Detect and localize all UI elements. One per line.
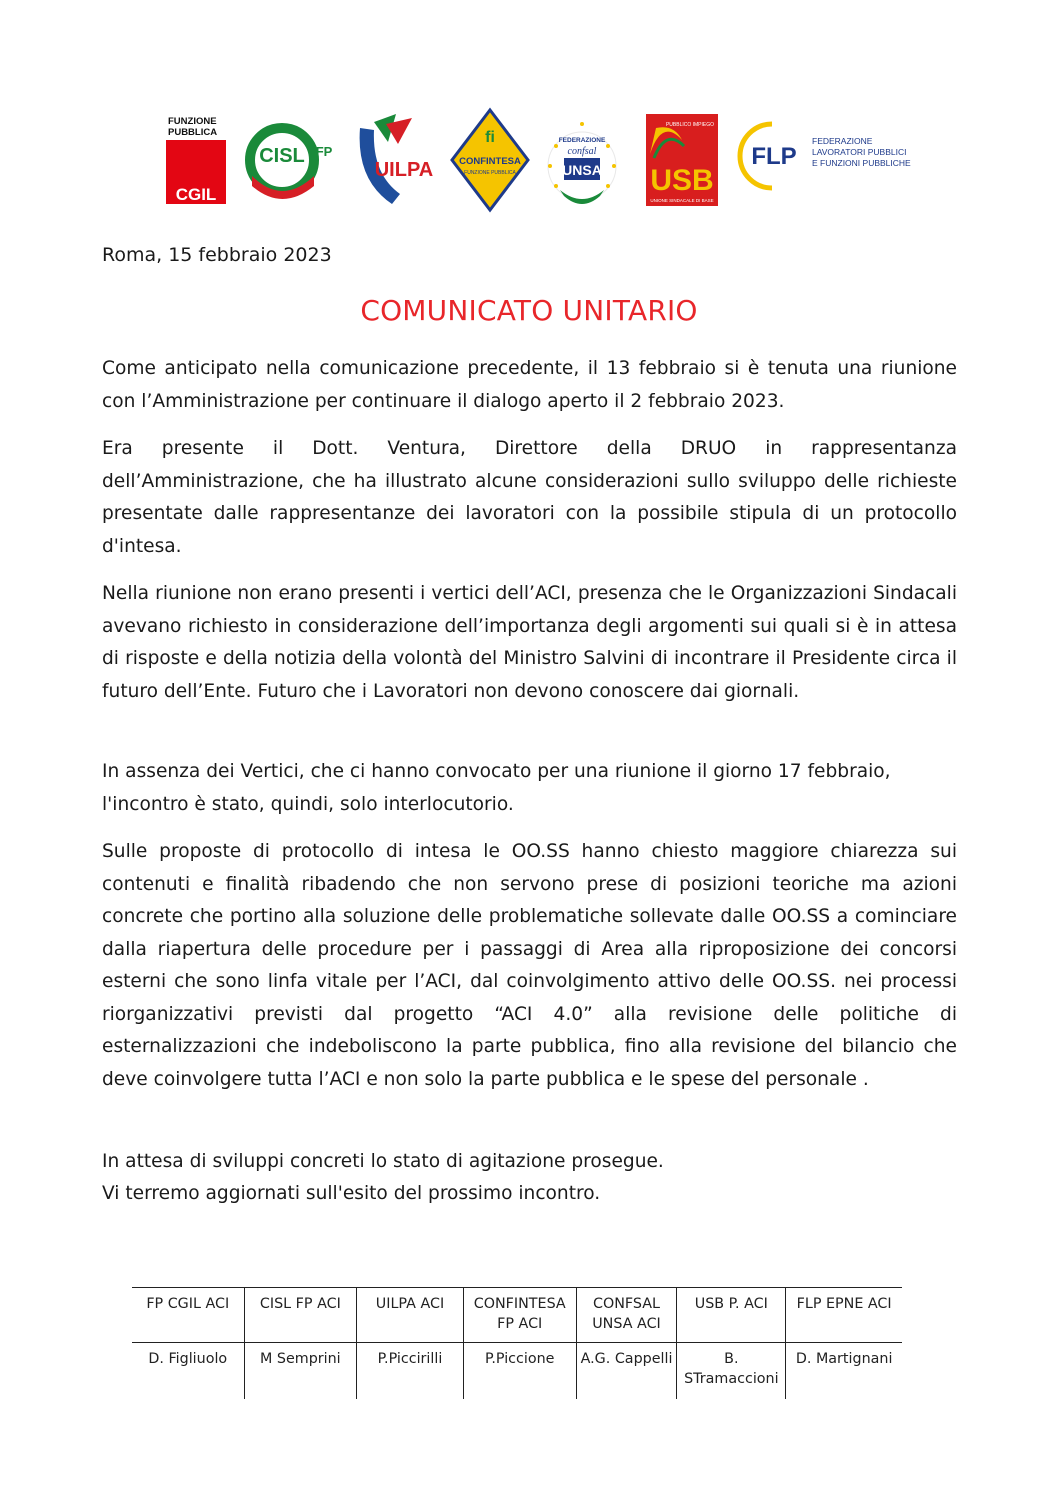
signatures-table: [132, 1287, 902, 1399]
confintesa-logo: [450, 108, 530, 212]
union-logos: [160, 108, 911, 220]
paragraph-5: Sulle proposte di protocollo di intesa le OO.SS hanno chiesto maggiore chiarezza sui contenuti e finalità ribadendo che non servono prese di posizioni teoriche ma azioni concrete che portino alla soluzione delle problematiche sollevate dalle OO.SS a cominciare dalla riapertura delle procedure per i passaggi di Area alla riproposizione dei concorsi esterni che sono linfa vitale per l’ACI, dal coinvolgimento attivo delle OO.SS. nei processi riorganizzativi previsti dal progetto “ACI 4.0” alla revisione delle politiche di esternalizzazioni che indeboliscono la parte pubblica, fino alla revisione del bilancio che deve coinvolgere tutta l’ACI e non solo la parte pubblica e le spese del personale .: [102, 841, 957, 1090]
usb-logo: [646, 114, 718, 206]
confsal-unsa-logo: [540, 112, 624, 212]
svg-text:CISL: CISL: [259, 145, 305, 167]
cisl-fp-logo: [246, 116, 336, 202]
svg-text:CGIL: CGIL: [175, 185, 217, 204]
paragraph-7: Vi terremo aggiornati sull'esito del prossimo incontro.: [102, 1183, 601, 1204]
signatory-cell: A.G. Cappelli: [576, 1343, 677, 1400]
union-cell: CONFSAL UNSA ACI: [576, 1288, 677, 1343]
svg-text:confsal: confsal: [567, 146, 597, 157]
svg-text:FEDERAZIONE: FEDERAZIONE: [812, 136, 873, 146]
svg-text:LAVORATORI PUBBLICI: LAVORATORI PUBBLICI: [812, 147, 907, 157]
uilpa-logo: [346, 110, 436, 210]
signatory-names-row: [132, 1343, 902, 1400]
svg-text:CONFINTESA: CONFINTESA: [459, 156, 521, 167]
flp-logo: [738, 120, 911, 192]
paragraph-4: In assenza dei Vertici, che ci hanno convocato per una riunione il giorno 17 febbraio, l'incontro è stato, quindi, solo interlocutorio.: [102, 761, 891, 815]
paragraph-6: In attesa di sviluppi concreti lo stato di agitazione prosegue.: [102, 1151, 664, 1172]
svg-text:FEDERAZIONE: FEDERAZIONE: [558, 137, 606, 144]
signatory-cell: P.Piccione: [463, 1343, 576, 1400]
svg-text:ﬁ: ﬁ: [485, 129, 495, 146]
cgil-fp-logo: [166, 114, 226, 204]
signatory-cell: B. STramaccioni: [677, 1343, 786, 1400]
union-names-row: [132, 1288, 902, 1343]
signatory-cell: M Semprini: [244, 1343, 357, 1400]
paragraph-1: Come anticipato nella comunicazione precedente, il 13 febbraio si è tenuta una riunione con l’Amministrazione per continuare il dialogo aperto il 2 febbraio 2023.: [102, 358, 957, 412]
svg-text:PUBBLICA: PUBBLICA: [168, 127, 218, 138]
union-cell: UILPA ACI: [357, 1288, 464, 1343]
document-date: Roma, 15 febbraio 2023: [102, 244, 332, 266]
signatory-cell: P.Piccirilli: [357, 1343, 464, 1400]
svg-text:USB: USB: [650, 164, 714, 197]
union-cell: FP CGIL ACI: [132, 1288, 244, 1343]
svg-text:FLP: FLP: [751, 143, 797, 170]
union-cell: USB P. ACI: [677, 1288, 786, 1343]
svg-text:UNSA: UNSA: [562, 162, 602, 178]
document-title: COMUNICATO UNITARIO: [360, 294, 698, 327]
svg-text:FUNZIONE: FUNZIONE: [168, 116, 217, 127]
svg-text:UNIONE SINDACALE DI BASE: UNIONE SINDACALE DI BASE: [650, 198, 714, 203]
signatory-cell: D. Martignani: [786, 1343, 902, 1400]
union-cell: FLP EPNE ACI: [786, 1288, 902, 1343]
paragraph-3: Nella riunione non erano presenti i vertici dell’ACI, presenza che le Organizzazioni Sindacali avevano richiesto in considerazione dell’importanza degli argomenti sui quali si è in attesa di risposte e della notizia della volontà del Ministro Salvini di incontrare il Presidente circa il futuro dell’Ente. Futuro che i Lavoratori non devono conoscere dai giornali.: [102, 583, 957, 702]
svg-text:PUBBLICO IMPIEGO: PUBBLICO IMPIEGO: [665, 122, 715, 128]
union-cell: CISL FP ACI: [244, 1288, 357, 1343]
union-cell: CONFINTESA FP ACI: [463, 1288, 576, 1343]
signatory-cell: D. Figliuolo: [148, 1351, 228, 1367]
paragraph-2: Era presente il Dott. Ventura, Direttore della DRUO in rappresentanza dell’Amministrazione, che ha illustrato alcune considerazioni sullo sviluppo delle richieste presentate dalle rappresentanze dei lavoratori con la possibile stipula di un protocollo d'intesa.: [102, 438, 957, 557]
svg-text:FP: FP: [315, 144, 333, 159]
svg-text:E FUNZIONI PUBBLICHE: E FUNZIONI PUBBLICHE: [812, 158, 911, 168]
svg-text:UILPA: UILPA: [374, 159, 434, 181]
svg-text:FUNZIONE PUBBLICA: FUNZIONE PUBBLICA: [464, 170, 516, 176]
